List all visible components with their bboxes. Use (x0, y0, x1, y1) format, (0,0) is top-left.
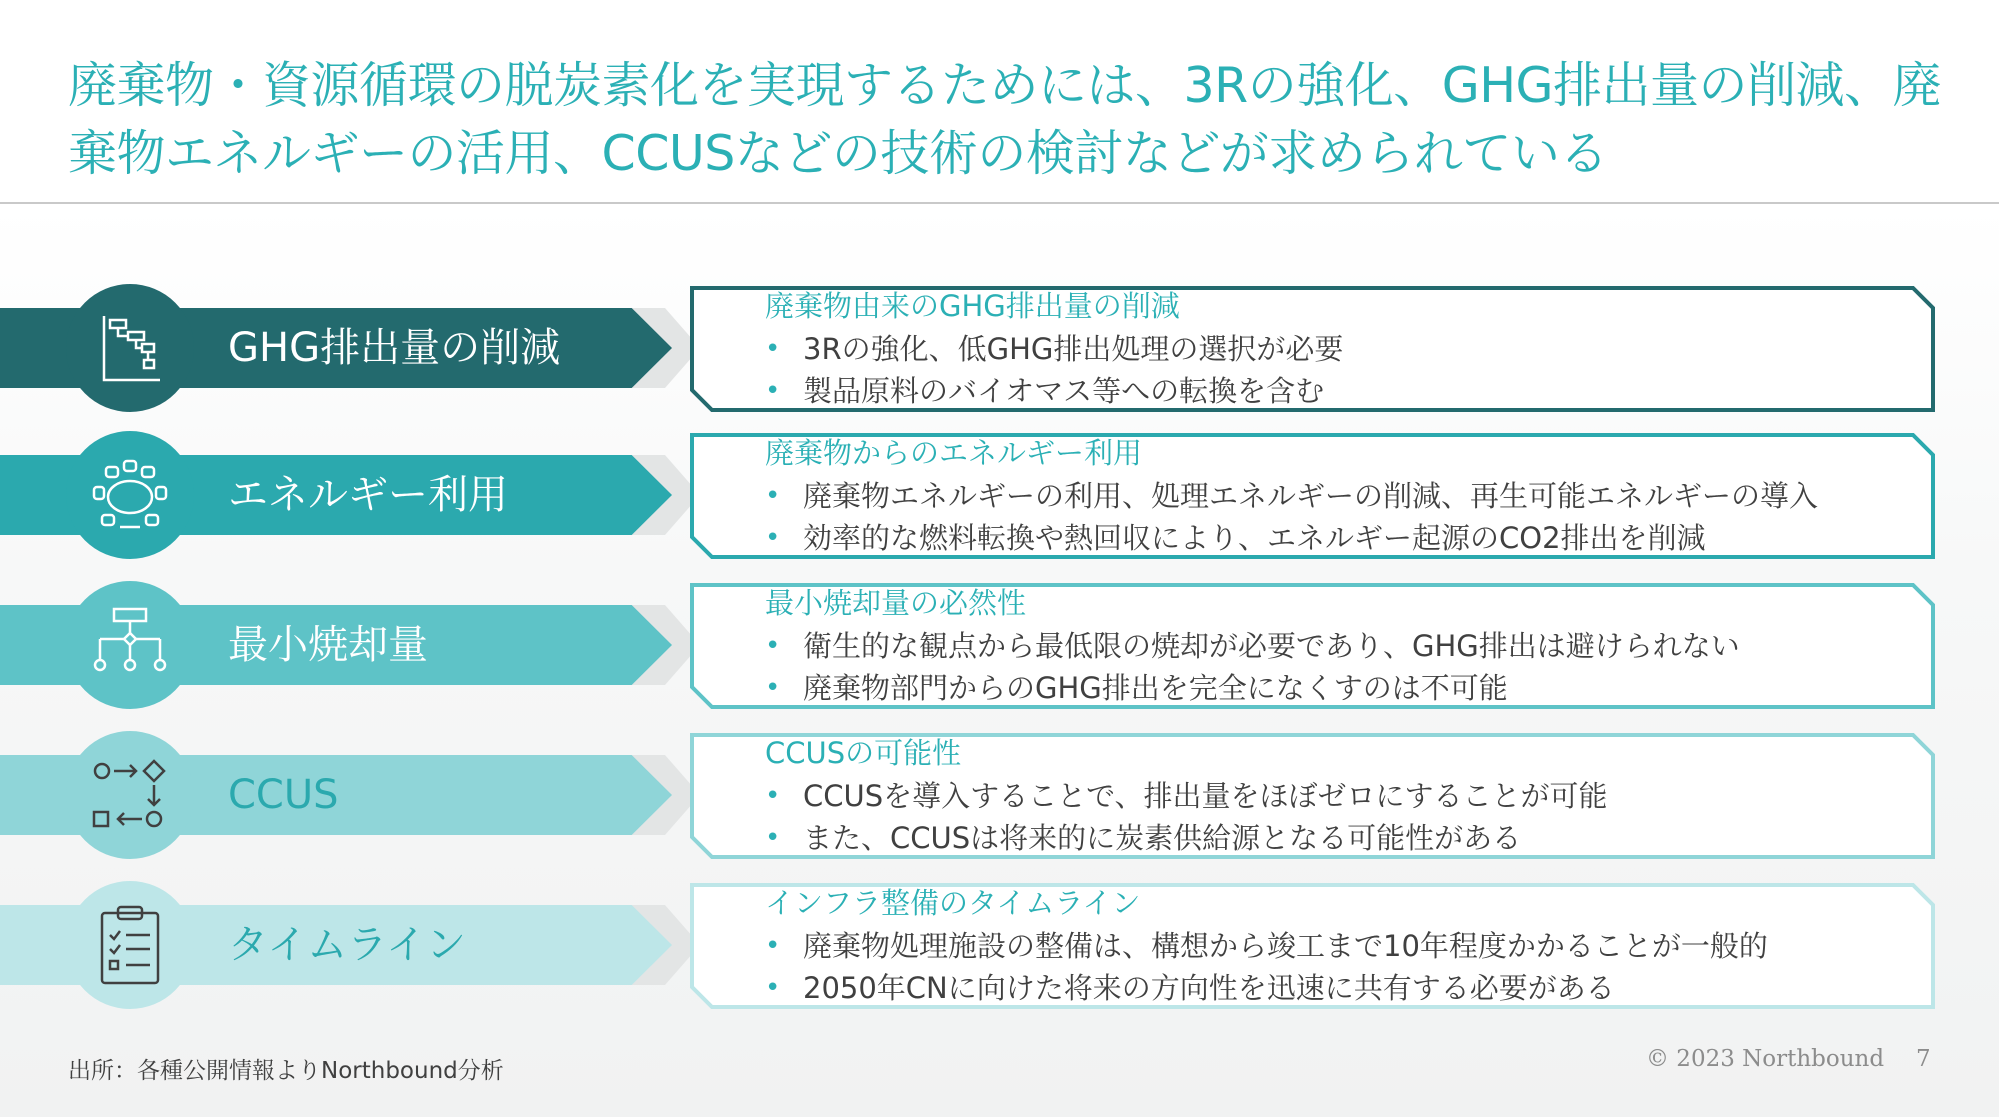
detail-box (690, 883, 1935, 1009)
icon-circle (66, 581, 194, 709)
row-energy-use (0, 425, 1999, 565)
detail-box (690, 733, 1935, 859)
bullet-dot: • (765, 823, 781, 853)
row-label: GHG排出量の削減 (228, 325, 561, 371)
detail-box (690, 433, 1935, 559)
box-heading: 最小焼却量の必然性 (765, 586, 1027, 620)
row-ghg-reduction (0, 278, 1999, 418)
bullet-list (765, 925, 1768, 1009)
icon-circle (66, 881, 194, 1009)
row-label: CCUS (228, 772, 339, 818)
row-label: 最小焼却量 (228, 622, 428, 668)
bullet-dot: • (765, 631, 781, 661)
bullet-list (765, 475, 1818, 559)
title-divider (0, 202, 1999, 204)
bullet-dot: • (765, 781, 781, 811)
box-heading: インフラ整備のタイムライン (765, 886, 1141, 920)
list-item: • 製品原料のバイオマス等への転換を含む (765, 370, 1343, 412)
bullet-dot: • (765, 523, 781, 553)
bullet-dot: • (765, 376, 781, 406)
row-ccus (0, 725, 1999, 865)
bullet-list (765, 328, 1343, 412)
icon-circle (66, 731, 194, 859)
icon-circle (66, 284, 194, 412)
bullet-list (765, 775, 1608, 859)
page-title: 廃棄物・資源循環の脱炭素化を実現するためには、3Rの強化、GHG排出量の削減、廃棄物エネルギーの活用、CCUSなどの技術の検討などが求められている (68, 57, 1942, 182)
process-cycle-icon (88, 753, 172, 837)
row-timeline (0, 875, 1999, 1015)
bullet-list (765, 625, 1740, 709)
org-chart-icon (88, 603, 172, 687)
detail-box (690, 583, 1935, 709)
hierarchy-flow-icon (90, 308, 170, 388)
bullet-dot: • (765, 481, 781, 511)
bullet-dot: • (765, 931, 781, 961)
list-item: • 3Rの強化、低GHG排出処理の選択が必要 (765, 328, 1343, 370)
list-item: • 効率的な燃料転換や熱回収により、エネルギー起源のCO2排出を削減 (765, 517, 1818, 559)
source-note: 出所：各種公開情報よりNorthbound分析 (68, 1058, 504, 1084)
list-item: • 廃棄物エネルギーの利用、処理エネルギーの削減、再生可能エネルギーの導入 (765, 475, 1818, 517)
list-item: • また、CCUSは将来的に炭素供給源となる可能性がある (765, 817, 1608, 859)
meeting-table-icon (88, 453, 172, 537)
list-item: • 2050年CNに向けた将来の方向性を迅速に共有する必要がある (765, 967, 1768, 1009)
list-item: • 衛生的な観点から最低限の焼却が必要であり、GHG排出は避けられない (765, 625, 1740, 667)
row-label: タイムライン (228, 922, 466, 968)
box-heading: 廃棄物由来のGHG排出量の削減 (765, 289, 1180, 323)
row-label: エネルギー利用 (228, 472, 508, 518)
icon-circle (66, 431, 194, 559)
bullet-dot: • (765, 973, 781, 1003)
bullet-dot: • (765, 673, 781, 703)
box-heading: CCUSの可能性 (765, 736, 962, 770)
list-item: • CCUSを導入することで、排出量をほぼゼロにすることが可能 (765, 775, 1608, 817)
box-heading: 廃棄物からのエネルギー利用 (765, 436, 1143, 470)
clipboard-checklist-icon (88, 903, 172, 987)
list-item: • 廃棄物部門からのGHG排出を完全になくすのは不可能 (765, 667, 1740, 709)
row-minimum-incineration (0, 575, 1999, 715)
detail-box (690, 286, 1935, 412)
copyright: © 2023 Northbound (1646, 1046, 1885, 1072)
page-number: 7 (1916, 1046, 1931, 1072)
bullet-dot: • (765, 334, 781, 364)
list-item: • 廃棄物処理施設の整備は、構想から竣工まで10年程度かかることが一般的 (765, 925, 1768, 967)
